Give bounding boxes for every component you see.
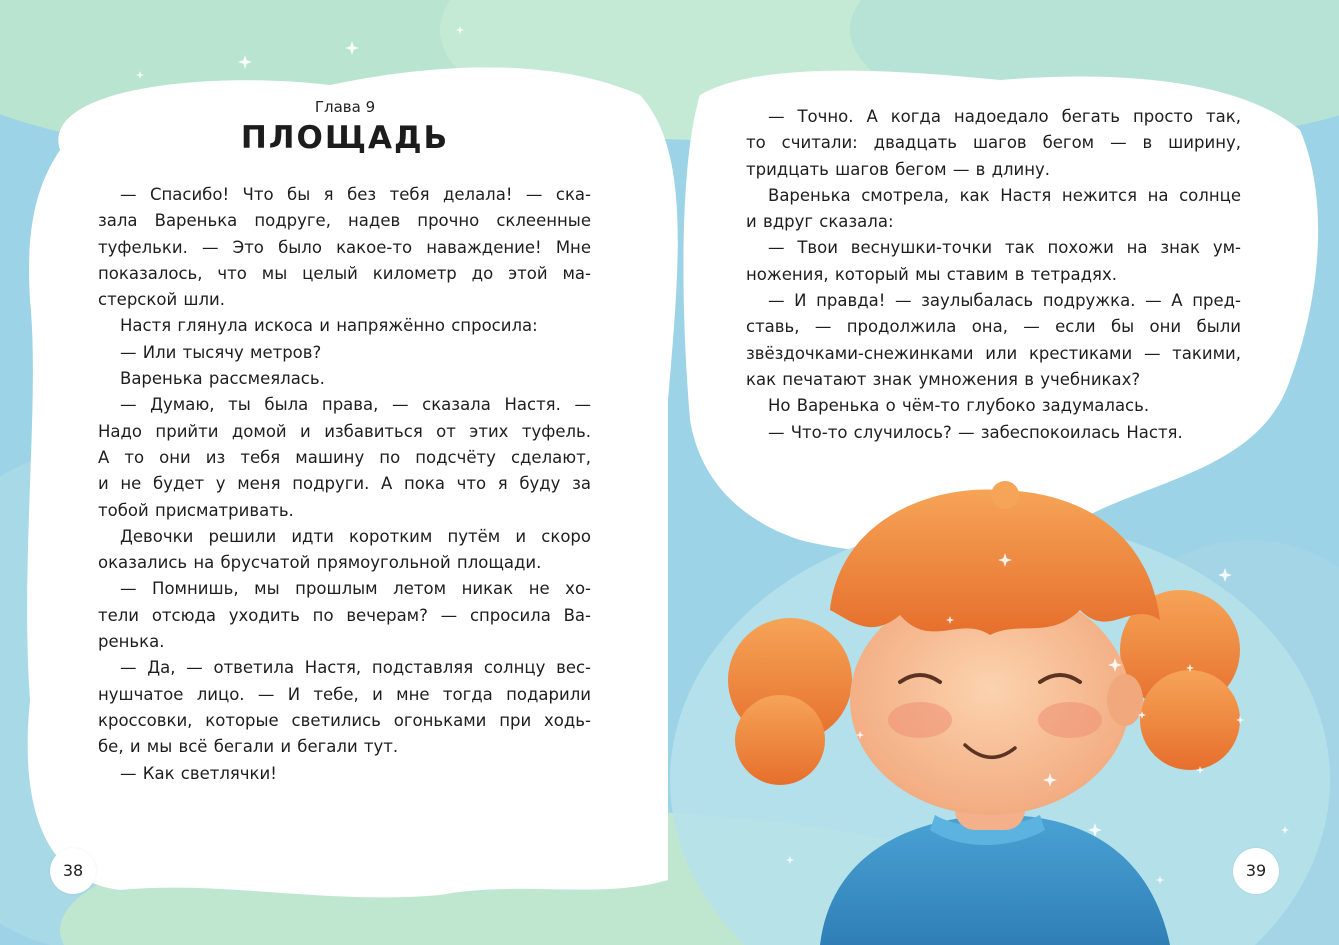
text-line: звёздочками-снежинками или крестиками — такими, [746, 343, 1241, 363]
text-line: Варенька смотрела, как Настя нежится на солнце [768, 185, 1241, 205]
text-line: и не будет у меня подруги. А пока что я буду за [98, 474, 591, 494]
text-line: тели отсюда уходить по вечерам? — спросила Ва- [98, 605, 591, 625]
text-line: — Спасибо! Что бы я без тебя делала! — ска- [120, 185, 591, 204]
text-line: зала Варенька подруге, надев прочно склеенные [98, 211, 591, 231]
text-line: бе, и мы всё бегали и бегали тут. [98, 737, 399, 757]
text-line: — Как светлячки! [120, 763, 277, 783]
page-number-right: 39 [1233, 848, 1279, 894]
text-line: тридцать шагов бегом — в длину. [746, 159, 1051, 179]
text-line: ножения, который мы ставим в тетрадях. [746, 264, 1117, 284]
text-line: Надо прийти домой и избавиться от этих туфель. [98, 421, 591, 441]
text-line: тобой присматривать. [98, 500, 294, 520]
text-line: А то они из тебя машину по подсчёту сделают, [98, 447, 591, 467]
left-page-text [98, 182, 591, 787]
text-line: — И правда! — заулыбалась подружка. — А пред- [768, 291, 1241, 311]
text-line: — Или тысячу метров? [120, 342, 322, 362]
text-line: Варенька рассмеялась. [120, 369, 325, 389]
right-page-text [746, 104, 1241, 446]
text-line: — Думаю, ты была права, — сказала Настя. — [120, 395, 591, 415]
text-line: ренька. [98, 632, 165, 652]
text-line: и вдруг сказала: [746, 212, 894, 232]
text-line: — Что-то случилось? — забеспокоилась Настя. [768, 422, 1183, 442]
text-line: — Да, — ответила Настя, подставляя солнцу вес- [120, 658, 591, 678]
chapter-label: Глава 9 [314, 98, 376, 116]
text-line: показалось, что мы целый километр до этой ма- [98, 263, 591, 283]
text-line: то считали: двадцать шагов бегом — в ширину, [746, 133, 1241, 153]
chapter-title: ПЛОЩАДЬ [240, 120, 450, 156]
text-line: ставь, — продолжила она, — если бы они были [746, 317, 1241, 337]
text-line: Девочки решили идти коротким путём и скоро [120, 526, 591, 546]
page-number-left: 38 [50, 848, 96, 894]
text-line: оказались на брусчатой прямоугольной площади. [98, 553, 542, 573]
text-line: Настя глянула искоса и напряжённо спросила: [120, 316, 538, 336]
text-line: нушчатое лицо. — И тебе, и мне тогда подарили [98, 684, 591, 704]
text-line: туфельки. — Это было какое-то наваждение! Мне [98, 237, 591, 257]
left-page [0, 0, 669, 945]
right-page [670, 0, 1339, 945]
text-line: стерской шли. [98, 290, 226, 310]
text-line: — Помнишь, мы прошлым летом никак не хо- [120, 579, 591, 599]
text-line: — Точно. А когда надоедало бегать просто так, [768, 107, 1241, 126]
text-line: кроссовки, которые светились огоньками при ходь- [98, 710, 591, 730]
text-line: как печатают знак умножения в учебниках? [746, 369, 1141, 389]
text-line: — Твои веснушки-точки так похожи на знак ум- [768, 238, 1241, 258]
text-line: Но Варенька о чём-то глубоко задумалась. [768, 396, 1150, 416]
